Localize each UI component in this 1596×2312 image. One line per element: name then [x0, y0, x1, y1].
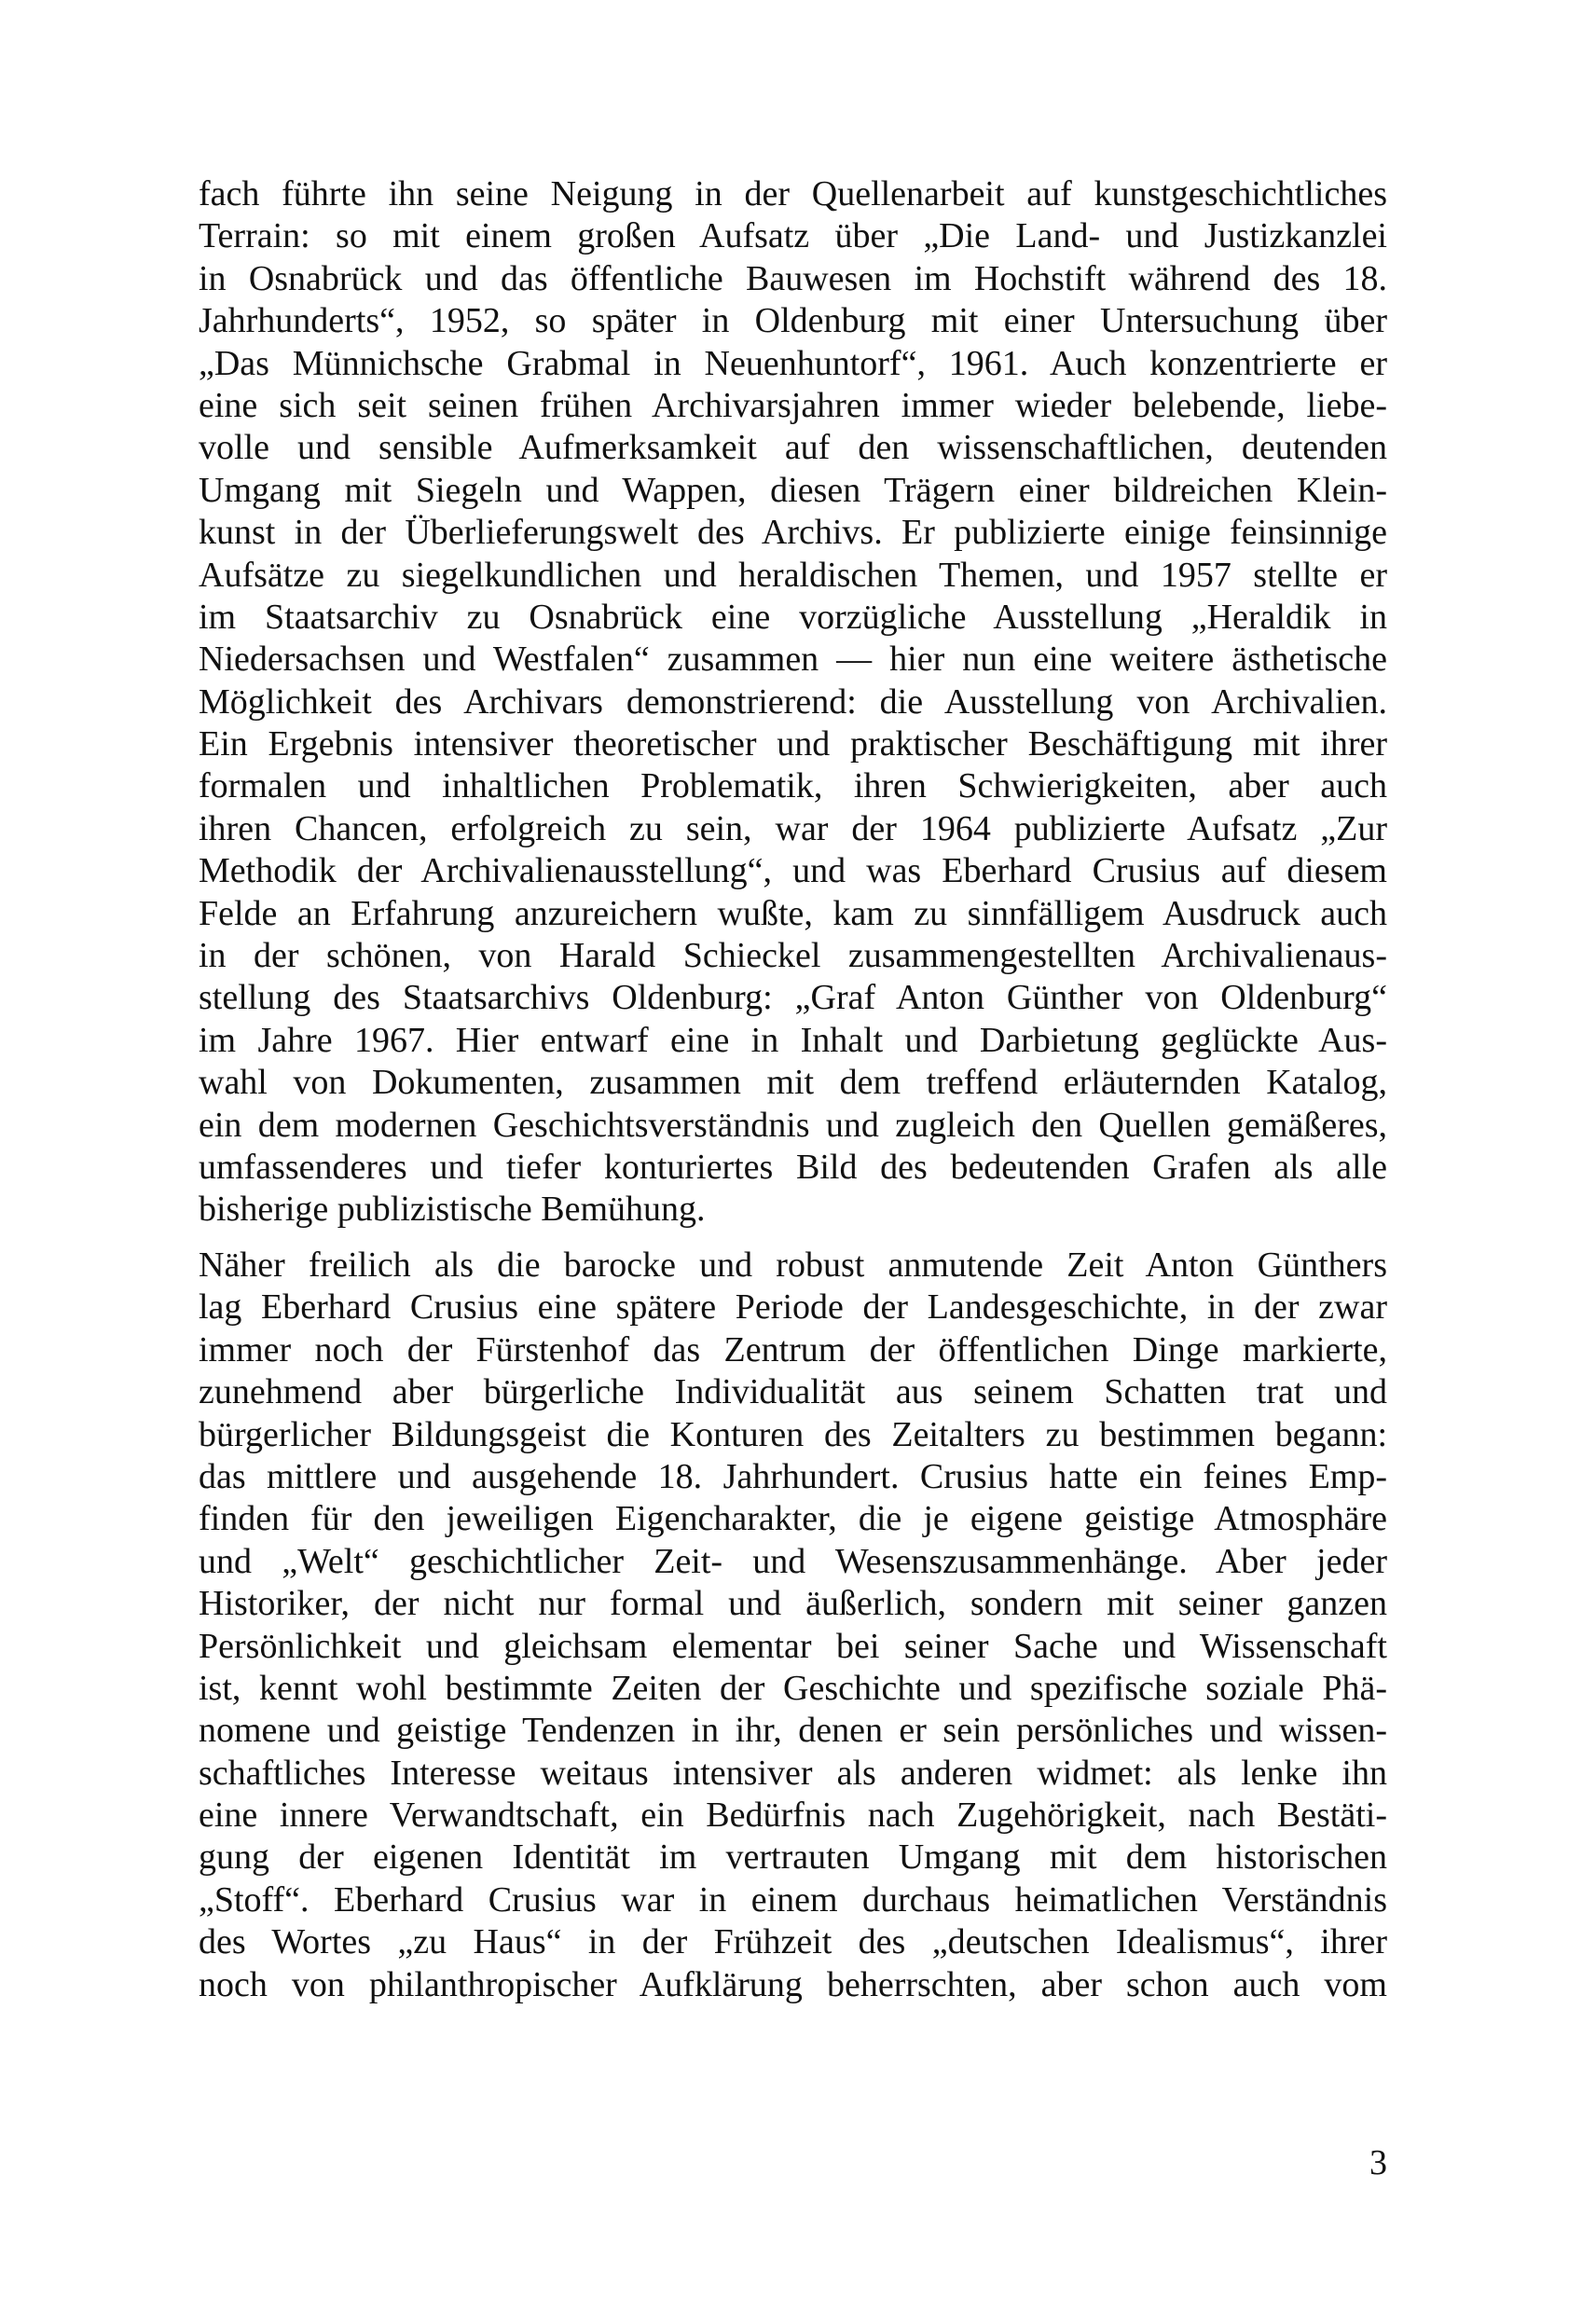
- text-line: des Wortes „zu Haus“ in der Frühzeit des „deutschen Idealismus“, ihrer: [199, 1922, 1387, 1962]
- text-line: formalen und inhaltlichen Problematik, ihren Schwierigkeiten, aber auch: [199, 766, 1387, 806]
- text-line: „Das Münnichsche Grabmal in Neuenhuntorf“, 1961. Auch konzentrierte er: [199, 343, 1387, 383]
- text-line: umfassenderes und tiefer konturiertes Bild des bedeutenden Grafen als alle: [199, 1147, 1387, 1187]
- text-line: Niedersachsen und Westfalen“ zusammen — hier nun eine weitere ästhetische: [199, 640, 1387, 680]
- text-line: eine sich seit seinen frühen Archivarsjahren immer wieder belebende, liebe-: [199, 385, 1387, 425]
- text-line: Jahrhunderts“, 1952, so später in Oldenburg mit einer Untersuchung über: [199, 301, 1387, 341]
- text-line: noch von philanthropischer Aufklärung beherrschten, aber schon auch vom: [199, 1964, 1387, 2004]
- text-line: in der schönen, von Harald Schieckel zusammengestellten Archivalienaus-: [199, 936, 1387, 976]
- text-line: bisherige publizistische Bemühung.: [199, 1190, 706, 1230]
- text-line: gung der eigenen Identität im vertrauten Umgang mit dem historischen: [199, 1837, 1387, 1878]
- text-line: in Osnabrück und das öffentliche Bauwesen im Hochstift während des 18.: [199, 258, 1387, 298]
- text-line: das mittlere und ausgehende 18. Jahrhundert. Crusius hatte ein feines Emp-: [199, 1456, 1387, 1496]
- text-line: Umgang mit Siegeln und Wappen, diesen Trägern einer bildreichen Klein-: [199, 470, 1387, 510]
- text-line: Historiker, der nicht nur formal und äußerlich, sondern mit seiner ganzen: [199, 1584, 1387, 1624]
- text-line: stellung des Staatsarchivs Oldenburg: „Graf Anton Günther von Oldenburg“: [199, 978, 1387, 1018]
- paragraph-2: [199, 1245, 1387, 2006]
- text-line: „Stoff“. Eberhard Crusius war in einem durchaus heimatlichen Verständnis: [199, 1879, 1387, 1920]
- text-line: Methodik der Archivalienausstellung“, und was Eberhard Crusius auf diesem: [199, 851, 1387, 891]
- text-line: ein dem modernen Geschichtsverständnis und zugleich den Quellen gemäßeres,: [199, 1105, 1387, 1145]
- text-line: Näher freilich als die barocke und robust anmutende Zeit Anton Günthers: [199, 1245, 1387, 1285]
- text-line: Felde an Erfahrung anzureichern wußte, kam zu sinnfälligem Ausdruck auch: [199, 893, 1387, 933]
- text-line: fach führte ihn seine Neigung in der Quellenarbeit auf kunstgeschichtliches: [199, 174, 1387, 213]
- text-line: Ein Ergebnis intensiver theoretischer und praktischer Beschäftigung mit ihrer: [199, 724, 1387, 764]
- text-line: und „Welt“ geschichtlicher Zeit- und Wesenszusammenhänge. Aber jeder: [199, 1541, 1387, 1581]
- text-line: Möglichkeit des Archivars demonstrierend: die Ausstellung von Archivalien.: [199, 681, 1387, 722]
- page-number: 3: [1369, 2143, 1387, 2182]
- text-line: lag Eberhard Crusius eine spätere Periode der Landesgeschichte, in der zwar: [199, 1287, 1387, 1328]
- text-line: Aufsätze zu siegelkundlichen und heraldischen Themen, und 1957 stellte er: [199, 555, 1387, 595]
- text-line: ist, kennt wohl bestimmte Zeiten der Geschichte und spezifische soziale Phä-: [199, 1668, 1387, 1708]
- text-line: kunst in der Überlieferungswelt des Archivs. Er publizierte einige feinsinnige: [199, 513, 1387, 553]
- text-line: Persönlichkeit und gleichsam elementar bei seiner Sache und Wissenschaft: [199, 1626, 1387, 1666]
- text-line: ihren Chancen, erfolgreich zu sein, war der 1964 publizierte Aufsatz „Zur: [199, 808, 1387, 848]
- text-line: immer noch der Fürstenhof das Zentrum der öffentlichen Dinge markierte,: [199, 1329, 1387, 1369]
- text-line: Terrain: so mit einem großen Aufsatz über „Die Land- und Justizkanzlei: [199, 216, 1387, 256]
- text-line: bürgerlicher Bildungsgeist die Konturen des Zeitalters zu bestimmen begann:: [199, 1414, 1387, 1454]
- paragraph-1: [199, 173, 1387, 1232]
- text-line: im Staatsarchiv zu Osnabrück eine vorzügliche Ausstellung „Heraldik in: [199, 597, 1387, 637]
- text-line: eine innere Verwandtschaft, ein Bedürfnis nach Zugehörigkeit, nach Bestäti-: [199, 1796, 1387, 1836]
- text-line: zunehmend aber bürgerliche Individualität aus seinem Schatten trat und: [199, 1372, 1387, 1412]
- text-line: nomene und geistige Tendenzen in ihr, denen er sein persönliches und wissen-: [199, 1711, 1387, 1751]
- text-line: volle und sensible Aufmerksamkeit auf den wissenschaftlichen, deutenden: [199, 428, 1387, 468]
- text-line: finden für den jeweiligen Eigencharakter, die je eigene geistige Atmosphäre: [199, 1499, 1387, 1539]
- text-line: im Jahre 1967. Hier entwarf eine in Inhalt und Darbietung geglückte Aus-: [199, 1020, 1387, 1060]
- text-line: schaftliches Interesse weitaus intensiver als anderen widmet: als lenke ihn: [199, 1753, 1387, 1793]
- text-line: wahl von Dokumenten, zusammen mit dem treffend erläuternden Katalog,: [199, 1063, 1387, 1103]
